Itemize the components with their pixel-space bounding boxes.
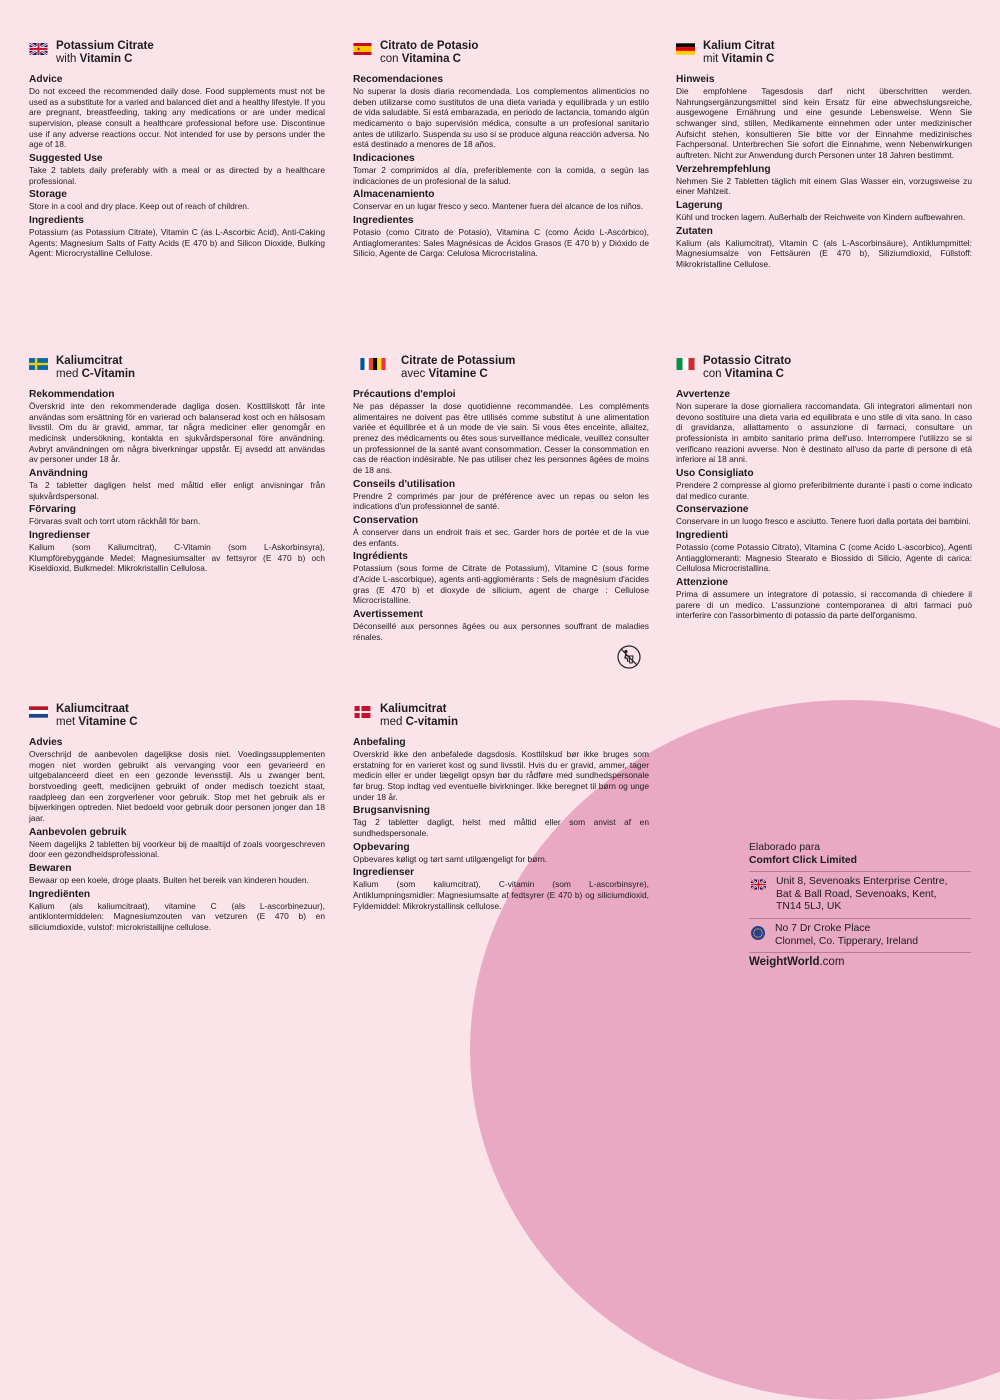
section-text: Kalium (som kaliumcitrat), C-vitamin (som L-ascorbinsyre), Antiklumpningsmidler: Magnesiumsalte af fedtsyrer (E 470 b) og siliciumdioxid, Fyldemiddel: Mikrokrystallinsk cellulose. bbox=[353, 879, 649, 911]
section-text: Neem dagelijks 2 tabletten bij voorkeur bij de maaltijd of zoals voorgeschreven door een gezondheidsprofessional. bbox=[29, 838, 325, 860]
section bbox=[29, 889, 325, 933]
section-heading: Ingredients bbox=[29, 215, 84, 227]
section bbox=[353, 551, 649, 606]
subtitle-vitamin: Vitamina C bbox=[724, 368, 784, 380]
section-text: Do not exceed the recommended daily dose. Food supplements must not be used as a substitute for a varied and balanced diet and a healthy lifestyle. If you are pregnant, breastfeeding, taking any medications or are under medical supervision, please consult a healthcare professional before use. Discontinue use if any adverse reactions occur. Not intended for use by persons under the age of 18. bbox=[29, 86, 325, 150]
section-text: Nehmen Sie 2 Tabletten täglich mit einem Glas Wasser ein, vorzugsweise zu einer Mahlzeit. bbox=[676, 175, 972, 197]
section-heading: Conseils d'utilisation bbox=[353, 478, 456, 490]
section-heading: Uso Consigliato bbox=[676, 468, 754, 480]
section-heading: Zutaten bbox=[676, 225, 713, 237]
section bbox=[676, 504, 972, 527]
company-name: Comfort Click Limited bbox=[749, 854, 857, 866]
section-text: Potassium (sous forme de Citrate de Potassium), Vitamine C (sous forme d'Acide L-ascorbique), agents anti-agglomérants : Sels de magnésium d'acides gras (E 470 b) et dioxyde de silicium, agent de charge : Cellulose Microcristalline. bbox=[353, 563, 649, 606]
uk-flag-icon bbox=[29, 43, 48, 55]
section bbox=[353, 479, 649, 512]
eu-address-lines bbox=[775, 923, 918, 948]
product-name: Citrate de Potassium bbox=[401, 355, 516, 367]
section-heading: Verzehrempfehlung bbox=[676, 163, 771, 175]
section-text: Potasio (como Citrato de Potasio), Vitamina C (como Ácido L-Ascórbico), Antiaglomerantes: Sales Magnésicas de Ácidos Grasos (E 470 b) y Dióxido de Silicio, Agente de Carga: Celulosa Microcristalina. bbox=[353, 227, 649, 259]
section bbox=[676, 226, 972, 270]
section-text: Kalium (als Kaliumcitrat), Vitamin C (als L-Ascorbinsäure), Antiklumpmittel: Magnesiumsalze von Fettsäuren (E 470 b), Siliziumdioxid, Füllstoff: Mikrokristalline Cellulose. bbox=[676, 237, 972, 270]
product-name: Citrato de Potasio bbox=[380, 40, 479, 52]
uk-address-row bbox=[749, 871, 971, 918]
section-heading: Aanbevolen gebruik bbox=[29, 826, 127, 838]
section bbox=[353, 805, 649, 838]
panel-header bbox=[676, 40, 972, 66]
product-title bbox=[56, 703, 138, 729]
section bbox=[676, 530, 972, 574]
product-title bbox=[380, 703, 458, 729]
italy-flag-icon bbox=[676, 358, 695, 370]
section-heading: Almacenamiento bbox=[353, 189, 435, 201]
france-belgium-flags-icon bbox=[353, 358, 393, 370]
section-heading: Ingredienser bbox=[353, 867, 415, 879]
section-text: Non superare la dose giornaliera raccomandata. Gli integratori alimentari non devono sostituire una dieta varia ed equilibrata e uno stile di vita sano. In caso di gravidanza, allattamento o assunzione di farmaci, consultare un professionista in ambito sanitario prima dell'uso. Interrompere l'utilizzo se si verificano reazioni avverse. Non è destinato all'uso da parte di persone di età inferiore ai 18 anni. bbox=[676, 401, 972, 465]
eu-flag-icon bbox=[751, 926, 765, 940]
product-title bbox=[56, 40, 154, 66]
section-heading: Förvaring bbox=[29, 504, 76, 516]
panel-nl bbox=[29, 703, 325, 936]
section-text: Conservar en un lugar fresco y seco. Mantener fuera del alcance de los niños. bbox=[353, 201, 644, 212]
section bbox=[29, 827, 325, 860]
section-heading: Storage bbox=[29, 189, 67, 201]
section-text: Ta 2 tabletter dagligen helst med måltid eller enligt anvisningar från sjukvårdspersonal. bbox=[29, 480, 325, 501]
section-text: Conservare in un luogo fresco e asciutto. Tenere fuori dalla portata dei bambini. bbox=[676, 516, 971, 527]
product-title bbox=[703, 40, 775, 66]
product-title bbox=[56, 355, 135, 381]
section-heading: Conservation bbox=[353, 515, 419, 527]
section bbox=[353, 189, 649, 212]
section bbox=[29, 468, 325, 501]
panel-header bbox=[29, 703, 325, 729]
panel-header bbox=[29, 355, 325, 381]
section-text: Bewaar op een koele, droge plaats. Buiten het bereik van kinderen houden. bbox=[29, 875, 309, 886]
product-title bbox=[380, 40, 478, 66]
section-text: Ne pas dépasser la dose quotidienne recommandée. Les compléments alimentaires ne doivent pas être utilisés comme substitut à une alimentation variée et équilibrée et à un mode de vie sain. Si vous êtes enceinte, allaitez, prenez des médicaments ou êtes sous surveillance médicale, veuillez consulter un professionnel de la santé avant consommation. Cesser la consommation en cas de réaction indésirable. Ne pas utiliser chez les personnes âgées de moins de 18 ans. bbox=[353, 401, 649, 476]
section bbox=[676, 74, 972, 161]
product-name: Kaliumcitrat bbox=[380, 703, 447, 715]
section-text: Overskrid ikke den anbefalede dagsdosis. Kosttilskud bør ikke bruges som erstatning for en varieret kost og sund livsstil. Hvis du er gravid, ammer, tager medicin eller er under lægeligt opsyn bør du rådføre med sundhedspersonale før brug. Stop indtag ved eventuelle bivirkninger. Ikke beregnet til børn og unge under 18 år. bbox=[353, 749, 649, 802]
section-heading: Advice bbox=[29, 74, 63, 85]
section-text: Déconseillé aux personnes âgées ou aux personnes souffrant de maladies rénales. bbox=[353, 621, 649, 642]
subtitle-prefix: mit bbox=[703, 53, 722, 65]
subtitle-prefix: met bbox=[56, 716, 79, 728]
product-title bbox=[401, 355, 515, 381]
section bbox=[676, 577, 972, 621]
subtitle-vitamin: C-Vitamin bbox=[81, 368, 136, 380]
uk-address-lines bbox=[776, 876, 948, 914]
uk-flag-icon bbox=[751, 879, 766, 890]
section bbox=[29, 189, 325, 212]
made-for-label: Elaborado para bbox=[749, 842, 821, 853]
uk-address-line: Unit 8, Sevenoaks Enterprise Centre, bbox=[776, 876, 948, 888]
netherlands-flag-icon bbox=[29, 706, 48, 718]
subtitle-prefix: avec bbox=[401, 368, 429, 380]
section bbox=[353, 389, 649, 476]
panel-de bbox=[676, 40, 972, 273]
section-text: Opbevares køligt og tørt samt utilgængeligt for børn. bbox=[353, 853, 548, 864]
denmark-flag-icon bbox=[353, 706, 372, 718]
manufacturer-address-block bbox=[749, 842, 971, 969]
section-heading: Suggested Use bbox=[29, 153, 103, 165]
section bbox=[29, 530, 325, 574]
eu-address-row bbox=[749, 918, 971, 953]
section bbox=[29, 504, 325, 527]
section-heading: Användning bbox=[29, 468, 88, 480]
product-name: Kalium Citrat bbox=[703, 40, 775, 52]
subtitle-prefix: with bbox=[56, 53, 80, 65]
product-name: Kaliumcitraat bbox=[56, 703, 129, 715]
section bbox=[353, 867, 649, 911]
section-heading: Attenzione bbox=[676, 577, 729, 589]
section-heading: Ingredienser bbox=[29, 530, 91, 542]
section bbox=[29, 389, 325, 465]
product-subtitle bbox=[380, 716, 458, 729]
section-text: Die empfohlene Tagesdosis darf nicht überschritten werden. Nahrungsergänzungsmittel sind kein Ersatz für eine abwechslungsreiche, ausgewogene Ernährung und eine gesunde Lebensweise. Wenn Sie schwanger sind, stillen, Medikamente einnehmen oder unter medizinischer Aufsicht stehen, konsultieren Sie bitte vor der Einnahme medizinisches Fachpersonal. Unterbrechen Sie sofort die Einnahme, wenn Nebenwirkungen auftreten. Nicht zur Anwendung durch Personen unter 18 Jahren bestimmt. bbox=[676, 86, 972, 161]
product-subtitle bbox=[56, 716, 138, 729]
section bbox=[353, 153, 649, 186]
panel-da bbox=[353, 703, 649, 914]
subtitle-vitamin: Vitamina C bbox=[401, 53, 461, 65]
website-domain: .com bbox=[819, 956, 845, 969]
section-heading: Rekommendation bbox=[29, 389, 115, 400]
section-heading: Ingrediënten bbox=[29, 888, 91, 900]
section-heading: Brugsanvisning bbox=[353, 805, 430, 817]
panel-es bbox=[353, 40, 649, 262]
product-subtitle bbox=[703, 368, 791, 381]
section-heading: Indicaciones bbox=[353, 153, 415, 165]
section bbox=[29, 74, 325, 150]
section-text: Tag 2 tabletter dagligt, helst med måltid eller som anvist af en sundhedspersonale. bbox=[353, 817, 649, 839]
product-subtitle bbox=[703, 53, 775, 66]
section-text: Kalium (som Kaliumcitrat), C-Vitamin (som L-Askorbinsyra), Klumpförebyggande Medel: Magnesiumsalter av fettsyror (E 470 b) och Kiseldioxid, Bulkmedel: Mikrokristallin Cellulosa. bbox=[29, 542, 325, 574]
section-text: Prima di assumere un integratore di potassio, si raccomanda di chiedere il parere di un medico. L'assunzione contemporanea di altri farmaci può interferire con l'assorbimento di potassio da parte dell'organismo. bbox=[676, 589, 972, 621]
product-subtitle bbox=[56, 368, 135, 381]
section bbox=[353, 842, 649, 865]
product-name: Potassio Citrato bbox=[703, 355, 792, 367]
section-text: Potassio (come Potassio Citrato), Vitamina C (come Acido L-ascorbico), Agenti Antiagglomeranti: Magnesio Stearato e Biossido di Silicio, Agente di carica: Cellulosa Microcristallina. bbox=[676, 542, 972, 574]
panel-sv bbox=[29, 355, 325, 577]
section bbox=[29, 737, 325, 824]
section bbox=[353, 215, 649, 259]
panel-header bbox=[676, 355, 972, 381]
eu-address-line: Clonmel, Co. Tipperary, Ireland bbox=[775, 935, 919, 947]
uk-address-line: Bat & Ball Road, Sevenoaks, Kent, bbox=[776, 888, 937, 900]
subtitle-vitamin: Vitamin C bbox=[79, 53, 133, 65]
section bbox=[676, 468, 972, 501]
product-subtitle bbox=[401, 368, 515, 381]
product-name: Kaliumcitrat bbox=[56, 355, 123, 367]
section-heading: Hinweis bbox=[676, 74, 715, 85]
sweden-flag-icon bbox=[29, 358, 48, 370]
section-heading: Précautions d'emploi bbox=[353, 389, 456, 400]
section-heading: Lagerung bbox=[676, 200, 723, 212]
subtitle-vitamin: Vitamine C bbox=[78, 716, 138, 728]
tidyman-recycle-icon bbox=[617, 645, 641, 669]
subtitle-prefix: con bbox=[703, 368, 725, 380]
section-heading: Opbevaring bbox=[353, 841, 410, 853]
section-text: Potassium (as Potassium Citrate), Vitamin C (as L-Ascorbic Acid), Anti-Caking Agents: Magnesium Salts of Fatty Acids (E 470 b) and Silicon Dioxide, Bulking Agent: Microcrystalline Cellulose. bbox=[29, 227, 325, 259]
section-heading: Ingrédients bbox=[353, 551, 408, 563]
panel-header bbox=[29, 40, 325, 66]
section-heading: Ingredientes bbox=[353, 215, 414, 227]
subtitle-vitamin: C-vitamin bbox=[405, 716, 458, 728]
section bbox=[353, 74, 649, 150]
section-text: Prendre 2 comprimés par jour de préférence avec un repas ou selon les indications d'un professionnel de santé. bbox=[353, 490, 649, 512]
section bbox=[29, 153, 325, 186]
section-heading: Ingredienti bbox=[676, 530, 729, 542]
product-name: Potassium Citrate bbox=[56, 40, 154, 52]
section-text: Prendere 2 compresse al giorno preferibilmente durante i pasti o come indicato dal medico curante. bbox=[676, 480, 972, 501]
panel-fr bbox=[353, 355, 649, 645]
subtitle-prefix: con bbox=[380, 53, 402, 65]
section-text: Kühl und trocken lagern. Außerhalb der Reichweite von Kindern aufbewahren. bbox=[676, 212, 966, 223]
product-subtitle bbox=[380, 53, 478, 66]
section bbox=[676, 164, 972, 197]
section bbox=[353, 737, 649, 802]
section-text: Överskrid inte den rekommenderade dagliga dosen. Kosttillskott får inte användas som ersättning för en varierad och balanserad kost och en hälsosam livsstil. Om du är gravid, ammar, tar några mediciner eller genomgår en medicinsk undersökning, kontakta en sjukvårdspersonal före användning. Avbryt användningen om några biverkningar uppstår. Ej avsedd att användas av personer under 18 år. bbox=[29, 401, 325, 465]
section bbox=[676, 200, 972, 223]
section-heading: Anbefaling bbox=[353, 737, 406, 748]
product-subtitle bbox=[56, 53, 154, 66]
section-heading: Avertissement bbox=[353, 609, 423, 621]
section-text: No superar la dosis diaria recomendada. Los complementos alimenticios no deben utilizarse como sustitutos de una dieta variada y equilibrada y un estilo de vida saludable. Si está embarazada, en periodo de lactancia, tomando algún medicamento o bajo supervisión médica, consulte a un profesional sanitario antes de utilizarlo. Suspenda su uso si se produce alguna reacción adversa. No está destinado a menores de 18 años. bbox=[353, 86, 649, 150]
subtitle-vitamin: Vitamine C bbox=[428, 368, 488, 380]
panel-it bbox=[676, 355, 972, 624]
panel-header bbox=[353, 40, 649, 66]
website-link[interactable] bbox=[749, 956, 971, 969]
section-heading: Avvertenze bbox=[676, 389, 730, 400]
subtitle-prefix: med bbox=[56, 368, 82, 380]
section bbox=[353, 609, 649, 642]
section-text: Tomar 2 comprimidos al día, preferiblemente con la comida, o según las indicaciones de un profesional de la salud. bbox=[353, 165, 649, 186]
website-brand: WeightWorld bbox=[749, 956, 820, 969]
section bbox=[676, 389, 972, 465]
eu-address-line: No 7 Dr Croke Place bbox=[775, 922, 871, 934]
section bbox=[353, 515, 649, 548]
section-heading: Bewaren bbox=[29, 863, 72, 875]
spain-flag-icon bbox=[353, 43, 372, 55]
subtitle-prefix: med bbox=[380, 716, 406, 728]
panel-header bbox=[353, 703, 649, 729]
section-text: Overschrijd de aanbevolen dagelijkse dosis niet. Voedingssupplementen mogen niet worden gebruikt als vervanging voor een gevarieerd en uitgebalanceerd dieet en een gezonde levensstijl. Als u zwanger bent, borstvoeding geeft, medicijnen gebruikt of onder medisch toezicht staat, raadpleeg dan een zorgverlener voor gebruik. Stop met het gebruik als er bijwerkingen optreden. Niet bedoeld voor gebruik door personen jonger dan 18 jaar. bbox=[29, 749, 325, 824]
section-heading: Recomendaciones bbox=[353, 74, 444, 85]
panel-en bbox=[29, 40, 325, 262]
subtitle-vitamin: Vitamin C bbox=[721, 53, 775, 65]
section-text: Take 2 tablets daily preferably with a meal or as directed by a healthcare professional. bbox=[29, 165, 325, 186]
section-heading: Advies bbox=[29, 737, 63, 748]
section-heading: Conservazione bbox=[676, 504, 749, 516]
uk-address-line: TN14 5LJ, UK bbox=[776, 901, 842, 913]
panel-header bbox=[353, 355, 649, 381]
germany-flag-icon bbox=[676, 43, 695, 55]
section bbox=[29, 215, 325, 259]
section-text: Förvaras svalt och torrt utom räckhåll för barn. bbox=[29, 516, 201, 527]
section-text: À conserver dans un endroit frais et sec. Garder hors de portée et de la vue des enfants. bbox=[353, 527, 649, 548]
section-text: Store in a cool and dry place. Keep out of reach of children. bbox=[29, 201, 250, 212]
section-text: Kalium (als kaliumcitraat), vitamine C (als L-ascorbinezuur), antiklontermiddelen: Magnesiumzouten van vetzuren (E 470 b) en siliciumdioxide, vulstof: microkristallijne cellulose. bbox=[29, 900, 325, 933]
product-title bbox=[703, 355, 791, 381]
section bbox=[29, 863, 325, 886]
